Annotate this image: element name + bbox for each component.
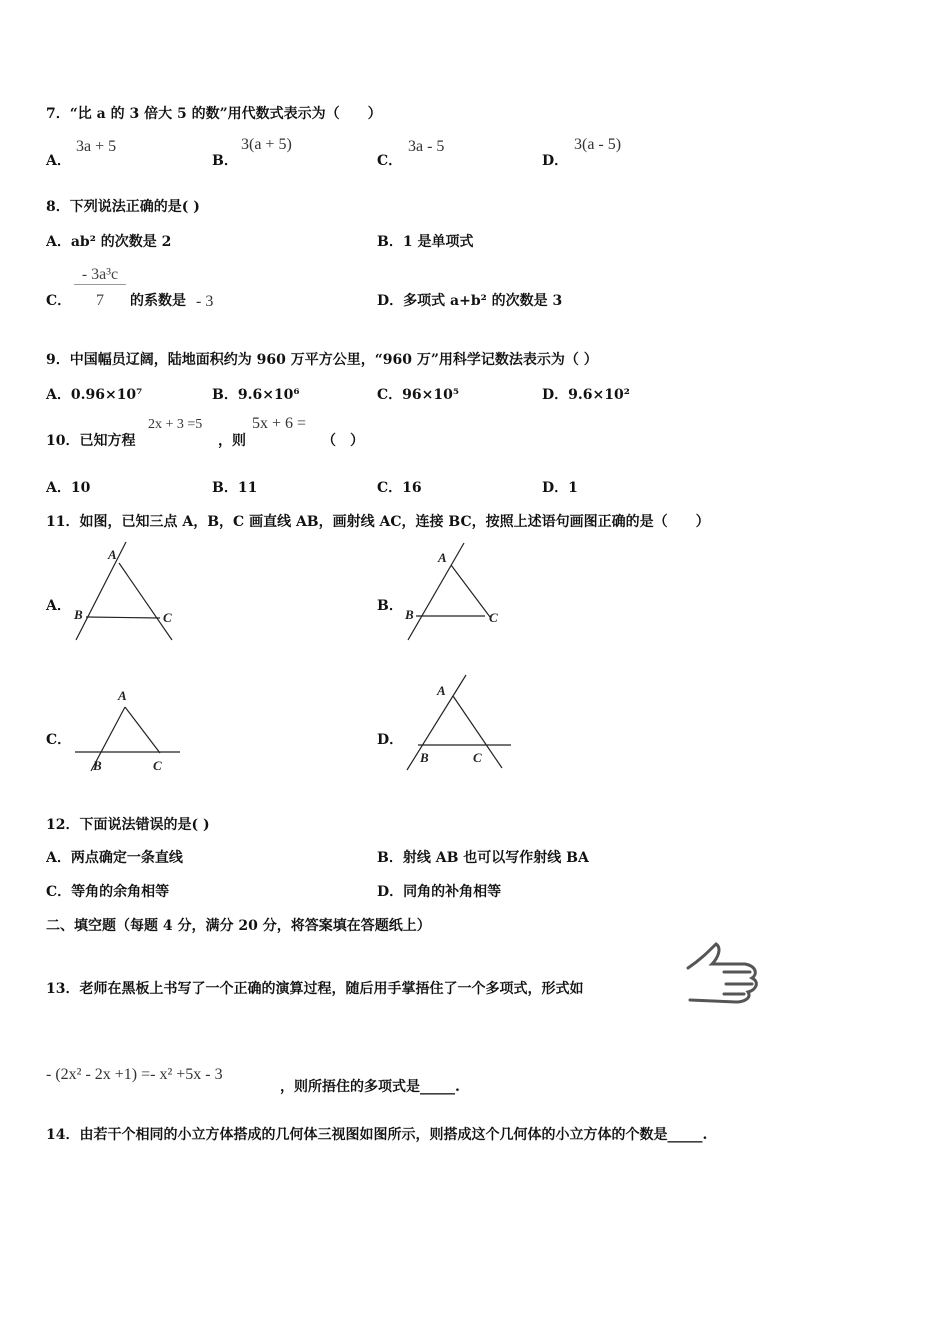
q10-stem-a: 10．已知方程	[46, 433, 136, 449]
q8-option-c-label: C．	[46, 293, 72, 309]
q10-equation-2: 5x + 6 =	[252, 415, 307, 432]
q10-option-b: B．11	[212, 480, 258, 496]
q7-option-c-label: C．	[377, 153, 403, 169]
fig-c-label-b: B	[93, 758, 102, 773]
fig-a-label-b: B	[74, 607, 83, 622]
fig-d-label-b: B	[420, 750, 429, 765]
q8-option-c-value: - 3	[196, 293, 214, 310]
q9-stem: 9．中国幅员辽阔，陆地面积约为 960 万平方公里，“960 万”用科学记数法表示为（ ）	[46, 352, 598, 368]
q12-option-c: C．等角的余角相等	[46, 884, 170, 900]
fig-c-label-c: C	[153, 758, 162, 773]
q8-stem: 8．下列说法正确的是( )	[46, 199, 200, 215]
q10-stem-c: （ ）	[322, 433, 364, 449]
q7-option-a: 3a + 5	[76, 138, 117, 155]
q11-option-c: C．	[46, 732, 72, 748]
q7-option-b-label: B．	[212, 153, 238, 169]
q13-equation: - (2x² - 2x +1) =- x² +5x - 3	[46, 1066, 223, 1083]
fig-a-label-c: C	[163, 610, 172, 625]
hand-icon	[688, 944, 756, 1002]
q8-option-b: B．1 是单项式	[377, 234, 474, 250]
q11-option-b: B．	[377, 598, 403, 614]
q14-stem: 14．由若干个相同的小立方体搭成的几何体三视图如图所示，则搭成这个几何体的小立方体的个数是_____.	[46, 1127, 708, 1143]
figure-b	[408, 543, 490, 640]
q9-option-a: A．0.96×10⁷	[46, 387, 143, 403]
fig-b-label-c: C	[489, 610, 498, 625]
q9-option-c: C．96×10⁵	[377, 387, 459, 403]
fig-b-label-a: A	[438, 550, 447, 565]
q7-stem: 7．“比 a 的 3 倍大 5 的数”用代数式表示为（ ）	[46, 106, 382, 122]
q10-option-a: A．10	[46, 480, 91, 496]
q7-option-d-label: D．	[542, 153, 569, 169]
q8-fraction-denominator: 7	[96, 292, 104, 309]
figure-d	[407, 675, 511, 770]
q11-option-a: A．	[46, 598, 71, 614]
q12-option-b: B．射线 AB 也可以写作射线 BA	[377, 850, 589, 866]
q7-option-c: 3a - 5	[408, 138, 445, 155]
q10-equation-1: 2x + 3 =5	[148, 417, 203, 432]
q7-option-d: 3(a - 5)	[574, 136, 622, 153]
figure-c	[75, 707, 180, 771]
q13-stem: 13．老师在黑板上书写了一个正确的演算过程，随后用手掌捂住了一个多项式，形式如	[46, 981, 584, 997]
q9-option-d: D．9.6×10²	[542, 387, 630, 403]
fig-a-label-a: A	[108, 547, 117, 562]
figure-a	[76, 542, 172, 640]
fig-b-label-b: B	[405, 607, 414, 622]
q11-option-d: D．	[377, 732, 404, 748]
fig-d-label-a: A	[437, 683, 446, 698]
q8-option-d: D．多项式 a+b² 的次数是 3	[377, 293, 563, 309]
q12-stem: 12．下面说法错误的是( )	[46, 817, 210, 833]
section-2-heading: 二、填空题（每题 4 分，满分 20 分，将答案填在答题纸上）	[46, 918, 431, 934]
q10-option-d: D．1	[542, 480, 578, 496]
q10-stem-b: ，则	[218, 433, 246, 449]
q7-option-a-label: A．	[46, 153, 71, 169]
q11-stem: 11．如图，已知三点 A，B，C 画直线 AB，画射线 AC，连接 BC，按照上述语句画图正确的是（ ）	[46, 514, 710, 530]
fig-d-label-c: C	[473, 750, 482, 765]
q12-option-d: D．同角的补角相等	[377, 884, 502, 900]
q13-tail: ，则所捂住的多项式是_____.	[280, 1079, 460, 1095]
q12-option-a: A．两点确定一条直线	[46, 850, 183, 866]
q7-option-b: 3(a + 5)	[241, 136, 292, 153]
fig-c-label-a: A	[118, 688, 127, 703]
q10-option-c: C．16	[377, 480, 422, 496]
q8-option-a: A．ab² 的次数是 2	[46, 234, 172, 250]
q9-option-b: B．9.6×10⁶	[212, 387, 300, 403]
q8-fraction-numerator: - 3a³c	[74, 266, 126, 285]
q8-option-c-text: 的系数是	[130, 293, 186, 309]
